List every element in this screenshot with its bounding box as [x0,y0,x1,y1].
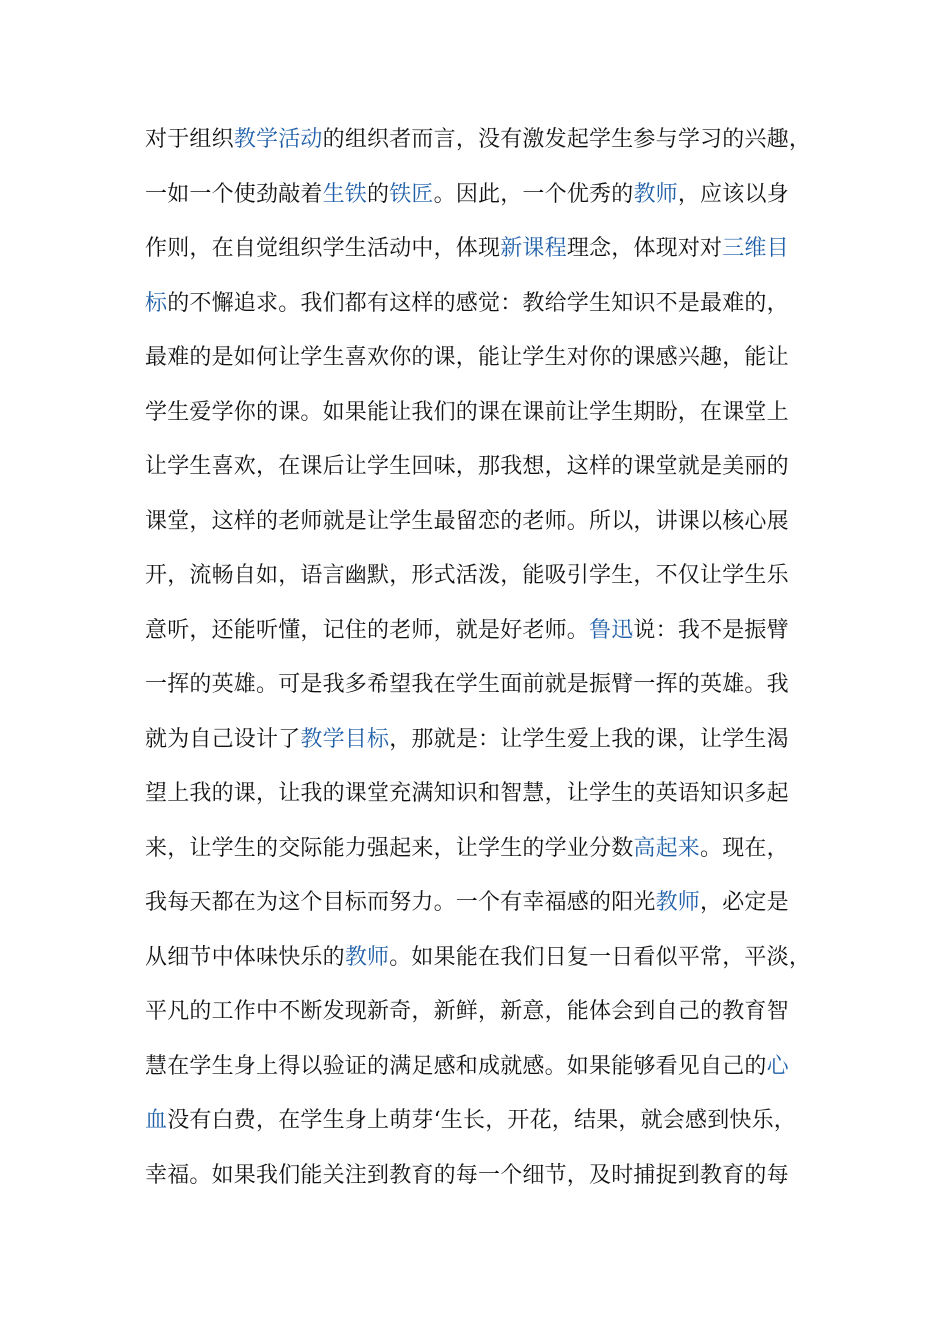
text-line [145,386,825,441]
text-run: 课堂，这样的老师就是让学生最留恋的老师。所以，讲课以核心展 [145,508,789,534]
hyperlink[interactable]: 标 [145,290,168,316]
text-run: ，应该以身 [677,181,789,207]
text-run: 。如果能在我们日复一日看似平常，平淡， [389,944,812,970]
text-run: 慧在学生身上得以验证的满足感和成就感。如果能够看见自己的 [145,1053,767,1079]
text-run: 来，让学生的交际能力强起来，让学生的学业分数 [145,835,634,861]
text-run: 幸福。如果我们能关注到教育的每一个细节，及时捕捉到教育的每 [145,1162,789,1188]
text-run: 开，流畅自如，语言幽默，形式活泼，能吸引学生，不仅让学生乐 [145,563,789,588]
hyperlink[interactable]: 新课程 [500,236,567,261]
text-line [145,876,825,931]
text-line [145,822,825,877]
text-run: 望上我的课，让我的课堂充满知识和智慧，让学生的英语知识多起 [145,781,789,806]
text-run: 学生爱学你的课。如果能让我们的课在课前让学生期盼，在课堂上 [145,399,789,425]
text-line [145,277,825,332]
text-run: 理念，体现对对 [566,236,723,261]
text-line [145,331,825,386]
hyperlink[interactable]: 三维目 [722,236,789,261]
text-run: 一挥的英雄。可是我多希望我在学生面前就是振臂一挥的英雄。我 [145,672,789,697]
hyperlink[interactable]: 高起来 [633,835,701,861]
text-run: 最难的是如何让学生喜欢你的课，能让学生对你的课感兴趣，能让 [145,345,789,370]
text-line [145,113,825,168]
text-line [145,713,825,768]
hyperlink[interactable]: 教学目标 [300,726,390,752]
hyperlink[interactable]: 血 [145,1108,168,1133]
text-line [145,1094,825,1149]
hyperlink[interactable]: 心 [766,1053,789,1079]
text-run: 就为自己设计了 [145,726,301,752]
text-run: 让学生喜欢，在课后让学生回味，那我想，这样的课堂就是美丽的 [145,454,789,479]
text-run: 我每天都在为这个目标而努力。一个有幸福感的阳光 [145,890,656,915]
hyperlink[interactable]: 铁匠 [389,181,434,207]
text-line [145,222,825,277]
text-run: 说：我不是振臂 [633,617,789,643]
text-line [145,1149,825,1204]
text-run: 平凡的工作中不断发现新奇，新鲜，新意，能体会到自己的教育智 [145,999,789,1024]
text-line [145,1040,825,1095]
text-run: 对于组织 [145,127,234,152]
text-line [145,549,825,604]
text-line [145,168,825,223]
text-run: 。现在， [700,835,789,861]
text-line [145,440,825,495]
text-run: 的 [367,181,390,207]
text-run: 一如一个使劲敲着 [145,181,323,207]
hyperlink[interactable]: 教师 [633,181,678,207]
text-run: ，必定是 [700,890,789,915]
text-line [145,767,825,822]
hyperlink[interactable]: 教学活动 [233,127,323,152]
document-body [145,113,825,1203]
text-run: 。因此，一个优秀的 [433,181,634,207]
text-run: 的组织者而言，没有激发起学生参与学习的兴趣， [322,127,812,152]
hyperlink[interactable]: 教师 [344,944,390,970]
text-line [145,985,825,1040]
hyperlink[interactable]: 教师 [655,890,701,915]
text-line [145,931,825,986]
hyperlink[interactable]: 鲁迅 [589,617,634,643]
text-run: ，那就是：让学生爱上我的课，让学生渴 [389,726,789,752]
hyperlink[interactable]: 生铁 [322,181,368,207]
text-run: 意听，还能听懂，记住的老师，就是好老师。 [145,617,590,643]
text-line [145,604,825,659]
text-line [145,495,825,550]
text-run: 从细节中体味快乐的 [145,944,345,970]
text-run: 作则，在自觉组织学生活动中，体现 [145,236,501,261]
text-run: 的不懈追求。我们都有这样的感觉：教给学生知识不是最难的， [167,290,789,316]
text-run: 没有白费，在学生身上萌芽‘生长，开花，结果，就会感到快乐， [167,1108,796,1133]
text-line [145,658,825,713]
